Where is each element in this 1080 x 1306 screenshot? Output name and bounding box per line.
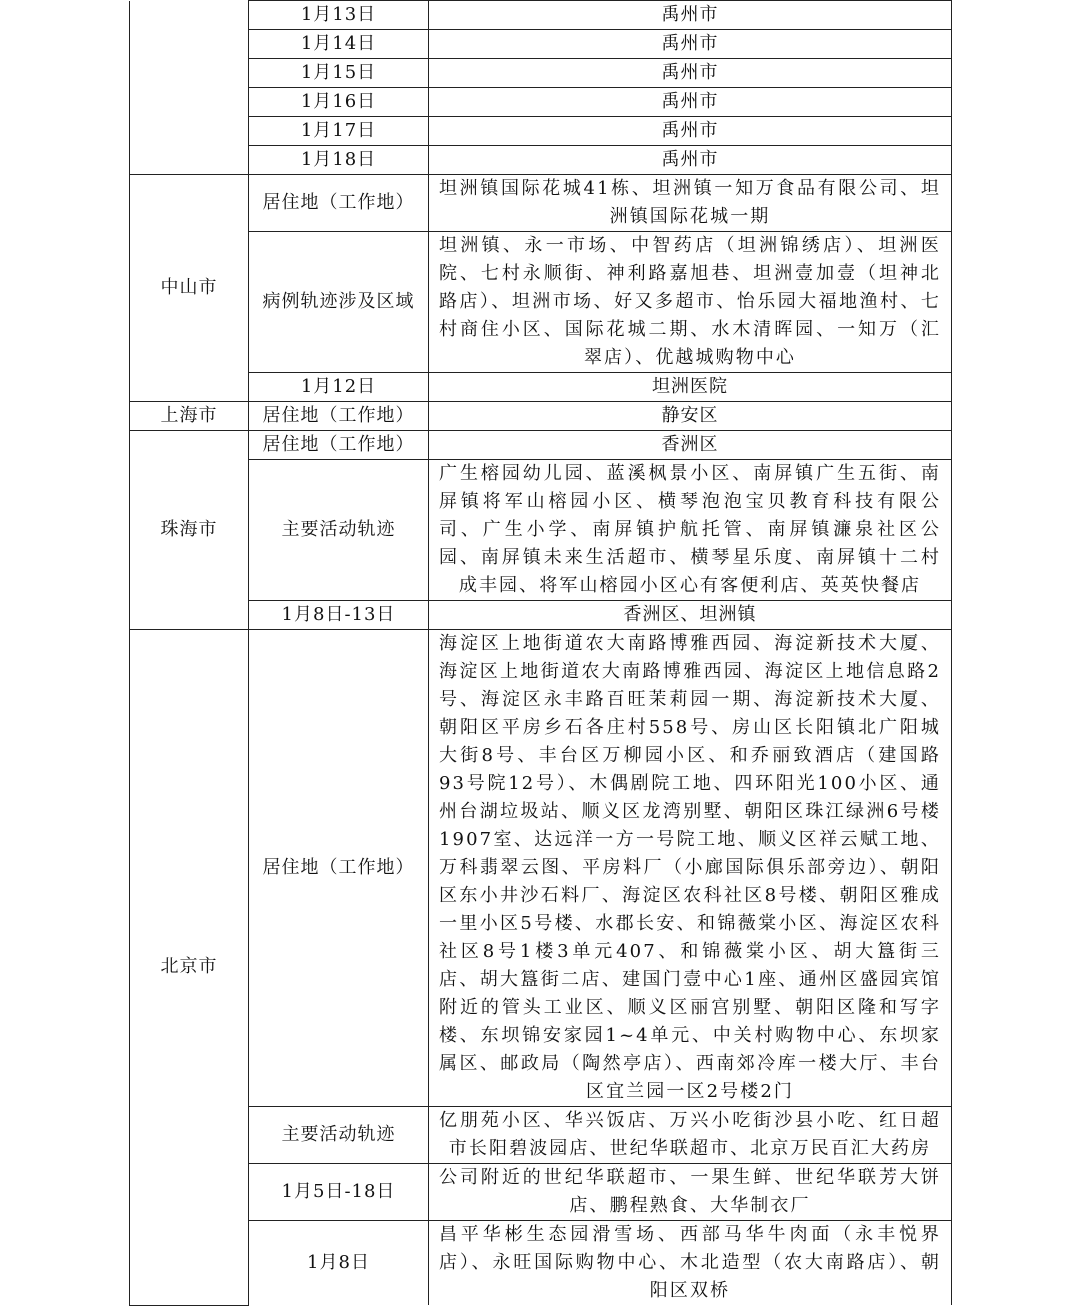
- table-row: [130, 1107, 952, 1164]
- table-row: [130, 373, 952, 402]
- table-row: [130, 59, 952, 88]
- location-detail: 禹州市: [429, 117, 952, 146]
- date-label: 1月12日: [249, 373, 429, 402]
- category-label: 居住地（工作地）: [249, 630, 429, 1107]
- date-label: 1月14日: [249, 30, 429, 59]
- table-row: [130, 630, 952, 1107]
- table-row: [130, 402, 952, 431]
- location-detail: 禹州市: [429, 1, 952, 30]
- date-label: 1月15日: [249, 59, 429, 88]
- date-label: 1月18日: [249, 146, 429, 175]
- category-label: 居住地（工作地）: [249, 402, 429, 431]
- city-cell-shanghai: 上海市: [130, 402, 249, 431]
- date-label: 1月5日-18日: [249, 1164, 429, 1221]
- location-detail: 禹州市: [429, 88, 952, 117]
- city-cell-beijing: 北京市: [130, 630, 249, 1306]
- location-detail: 广生榕园幼儿园、蓝溪枫景小区、南屏镇广生五街、南屏镇将军山榕园小区、横琴泡泡宝贝教育科技有限公司、广生小学、南屏镇护航托管、南屏镇濂泉社区公园、南屏镇未来生活超市、横琴星乐度、南屏镇十二村成丰园、将军山榕园小区心有客便利店、英英快餐店: [429, 460, 952, 601]
- category-label: 居住地（工作地）: [249, 431, 429, 460]
- location-detail: 坦洲医院: [429, 373, 952, 402]
- category-label: 主要活动轨迹: [249, 1107, 429, 1164]
- table-row: [130, 460, 952, 601]
- table-row: [130, 601, 952, 630]
- location-detail: 禹州市: [429, 59, 952, 88]
- case-trace-table: [129, 0, 952, 1306]
- table-row: [130, 1, 952, 30]
- location-detail: 静安区: [429, 402, 952, 431]
- table-row: [130, 1164, 952, 1221]
- location-detail: 昌平华彬生态园滑雪场、西部马华牛肉面（永丰悦界店）、永旺国际购物中心、木北造型（农大南路店）、朝阳区双桥: [429, 1221, 952, 1306]
- location-detail: 香洲区: [429, 431, 952, 460]
- date-label: 1月13日: [249, 1, 429, 30]
- location-detail: 禹州市: [429, 146, 952, 175]
- city-cell-continued: [130, 1, 249, 175]
- table-row: [130, 175, 952, 232]
- location-detail: 坦洲镇、永一市场、中智药店（坦洲锦绣店）、坦洲医院、七村永顺街、神利路嘉旭巷、坦洲壹加壹（坦神北路店）、坦洲市场、好又多超市、怡乐园大福地渔村、七村商住小区、国际花城二期、水木清晖园、一知万（汇翠店）、优越城购物中心: [429, 232, 952, 373]
- table-row: [130, 1221, 952, 1306]
- table-row: [130, 88, 952, 117]
- location-detail: 香洲区、坦洲镇: [429, 601, 952, 630]
- location-detail: 公司附近的世纪华联超市、一果生鲜、世纪华联芳大饼店、鹏程熟食、大华制衣厂: [429, 1164, 952, 1221]
- category-label: 主要活动轨迹: [249, 460, 429, 601]
- location-detail: 亿朋苑小区、华兴饭店、万兴小吃街沙县小吃、红日超市长阳碧波园店、世纪华联超市、北京万民百汇大药房: [429, 1107, 952, 1164]
- date-label: 1月16日: [249, 88, 429, 117]
- location-detail: 海淀区上地街道农大南路博雅西园、海淀新技术大厦、海淀区上地街道农大南路博雅西园、海淀区上地信息路2号、海淀区永丰路百旺茉莉园一期、海淀新技术大厦、朝阳区平房乡石各庄村558号、房山区长阳镇北广阳城大街8号、丰台区万柳园小区、和乔丽致酒店（建国路93号院12号）、木偶剧院工地、四环阳光100小区、通州台湖垃圾站、顺义区龙湾别墅、朝阳区珠江绿洲6号楼1907室、达远洋一方一号院工地、顺义区祥云赋工地、万科翡翠云图、平房料厂（小廊国际俱乐部旁边）、朝阳区东小井沙石料厂、海淀区农科社区8号楼、朝阳区雅成一里小区5号楼、水郡长安、和锦薇棠小区、海淀区农科社区8号1楼3单元407、和锦薇棠小区、胡大簋街三店、胡大簋街二店、建国门壹中心1座、通州区盛园宾馆附近的管头工业区、顺义区丽宫别墅、朝阳区隆和写字楼、东坝锦安家园1~4单元、中关村购物中心、东坝家属区、邮政局（陶然亭店）、西南郊冷库一楼大厅、丰台区宜兰园一区2号楼2门: [429, 630, 952, 1107]
- table-row: [130, 117, 952, 146]
- location-detail: 坦洲镇国际花城41栋、坦洲镇一知万食品有限公司、坦洲镇国际花城一期: [429, 175, 952, 232]
- city-cell-zhuhai: 珠海市: [130, 431, 249, 630]
- location-detail: 禹州市: [429, 30, 952, 59]
- table-row: [130, 232, 952, 373]
- table-row: [130, 146, 952, 175]
- date-label: 1月17日: [249, 117, 429, 146]
- category-label: 居住地（工作地）: [249, 175, 429, 232]
- table-row: [130, 431, 952, 460]
- date-label: 1月8日-13日: [249, 601, 429, 630]
- date-label: 1月8日: [249, 1221, 429, 1306]
- category-label: 病例轨迹涉及区域: [249, 232, 429, 373]
- city-cell-zhongshan: 中山市: [130, 175, 249, 402]
- table-row: [130, 30, 952, 59]
